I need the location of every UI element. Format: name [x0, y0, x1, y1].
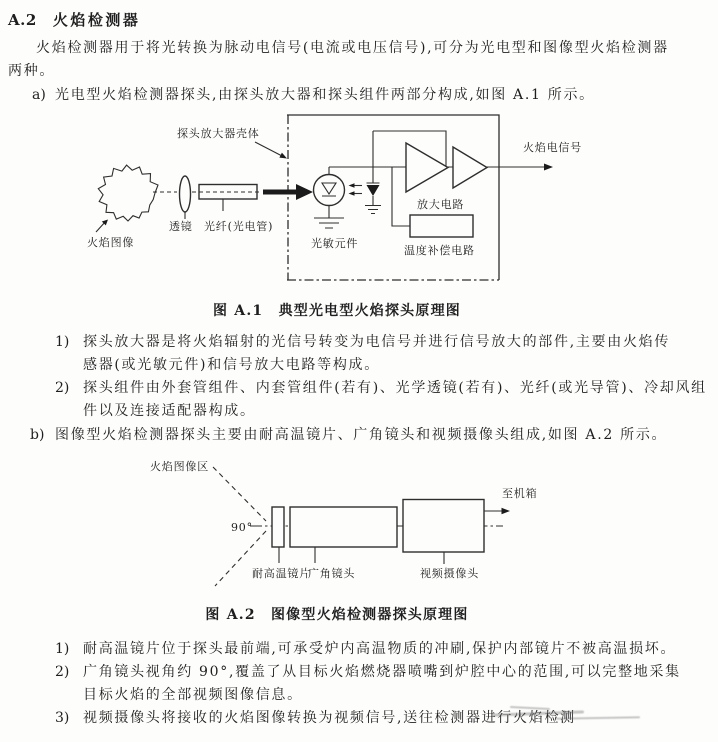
figure-a2-caption: 图 A.2 图像型火焰检测器探头原理图	[205, 607, 469, 623]
figure-a1-caption: 图 A.1 典型光电型火焰探头原理图	[213, 303, 461, 319]
angle-label: 90°	[231, 521, 253, 534]
fig1-note1-marker: 1)	[55, 334, 70, 350]
lens-label: 透镜	[169, 220, 193, 233]
photodiode-symbol	[314, 167, 345, 228]
fig2-note1-line1: 耐高温镜片位于探头最前端,可承受炉内高温物质的冲刷,保护内部镜片不被高温损坏。	[83, 641, 677, 657]
video-camera-shape	[403, 500, 484, 553]
fig2-note2-line1: 广角镜头视角约 90°,覆盖了从目标火焰燃烧器喷嘴到炉腔中心的范围,可以完整地采集	[83, 664, 681, 680]
watermark-smudge	[556, 716, 640, 719]
housing-leader-arrowhead	[279, 153, 287, 159]
housing-label: 探头放大器壳体	[177, 127, 260, 140]
fig2-note2-marker: 2)	[55, 664, 70, 680]
figure-a1-diagram	[80, 108, 590, 290]
fig2-note3-marker: 3)	[55, 710, 70, 726]
fig2-note2-line2: 目标火焰的全部视频图像信息。	[83, 687, 303, 703]
fiber-label: 光纤(光电管)	[204, 220, 274, 233]
amplifier-stage-1	[406, 143, 448, 192]
item-a-marker: a)	[32, 87, 46, 103]
intro-line-2: 两种。	[8, 63, 56, 79]
figure-a2-diagram	[90, 452, 550, 588]
section-number: A.2	[8, 11, 37, 29]
flame-drawing	[98, 165, 158, 221]
lens-shape	[180, 176, 191, 212]
view-cone-upper-dashed	[213, 467, 266, 521]
hi-temp-lens-label: 耐高温镜片	[252, 567, 311, 580]
housing-leader-line	[255, 142, 284, 157]
fig2-note1-marker: 1)	[55, 641, 70, 657]
item-b-marker: b)	[30, 427, 45, 443]
output-signal-label: 火焰电信号	[523, 141, 582, 154]
photosensor-label: 光敏元件	[311, 237, 359, 250]
cabinet-arrowhead	[502, 508, 511, 514]
fig1-note2-line2: 件以及连接适配器构成。	[83, 403, 256, 419]
section-title: 火焰检测器	[52, 11, 141, 29]
intro-line-1: 火焰检测器用于将光转换为脉动电信号(电流或电压信号),可分为光电型和图像型火焰检测器	[36, 40, 669, 56]
wide-angle-lens-label: 广角镜头	[308, 567, 356, 580]
flame-image-label: 火焰图像	[87, 236, 135, 249]
to-cabinet-label: 至机箱	[502, 487, 538, 500]
section-heading	[8, 9, 140, 30]
temp-comp-box	[410, 215, 473, 237]
hi-temp-lens-shape	[272, 507, 284, 547]
wide-angle-lens-shape	[290, 507, 397, 547]
flame-zone-label: 火焰图像区	[150, 460, 209, 473]
light-arrows	[349, 183, 363, 195]
temp-comp-label: 温度补偿电路	[404, 244, 475, 257]
video-camera-label: 视频摄像头	[420, 567, 479, 580]
fig1-note2-line1: 探头组件由外套管组件、内套管组件(若有)、光学透镜(若有)、光纤(或光导管)、冷却风组	[83, 380, 707, 396]
item-b-text: 图像型火焰检测器探头主要由耐高温镜片、广角镜头和视频摄像头组成,如图 A.2 所示。	[55, 427, 668, 443]
output-arrowhead	[544, 164, 553, 171]
amplifier-stage-2	[453, 147, 487, 188]
item-a-text: 光电型火焰检测器探头,由探头放大器和探头组件两部分构成,如图 A.1 所示。	[55, 87, 595, 103]
fig2-note3-line1: 视频摄像头将接收的火焰图像转换为视频信号,送往检测器进行火焰检测	[83, 710, 576, 726]
fig1-note1-line2: 感器(或光敏元件)和信号放大电路等构成。	[83, 357, 380, 373]
diode-symbol	[365, 131, 381, 214]
fig1-note1-line1: 探头放大器是将火焰辐射的光信号转变为电信号并进行信号放大的部件,主要由火焰传	[83, 334, 671, 350]
fig1-note2-marker: 2)	[55, 380, 70, 396]
amplifier-label: 放大电路	[417, 198, 465, 211]
